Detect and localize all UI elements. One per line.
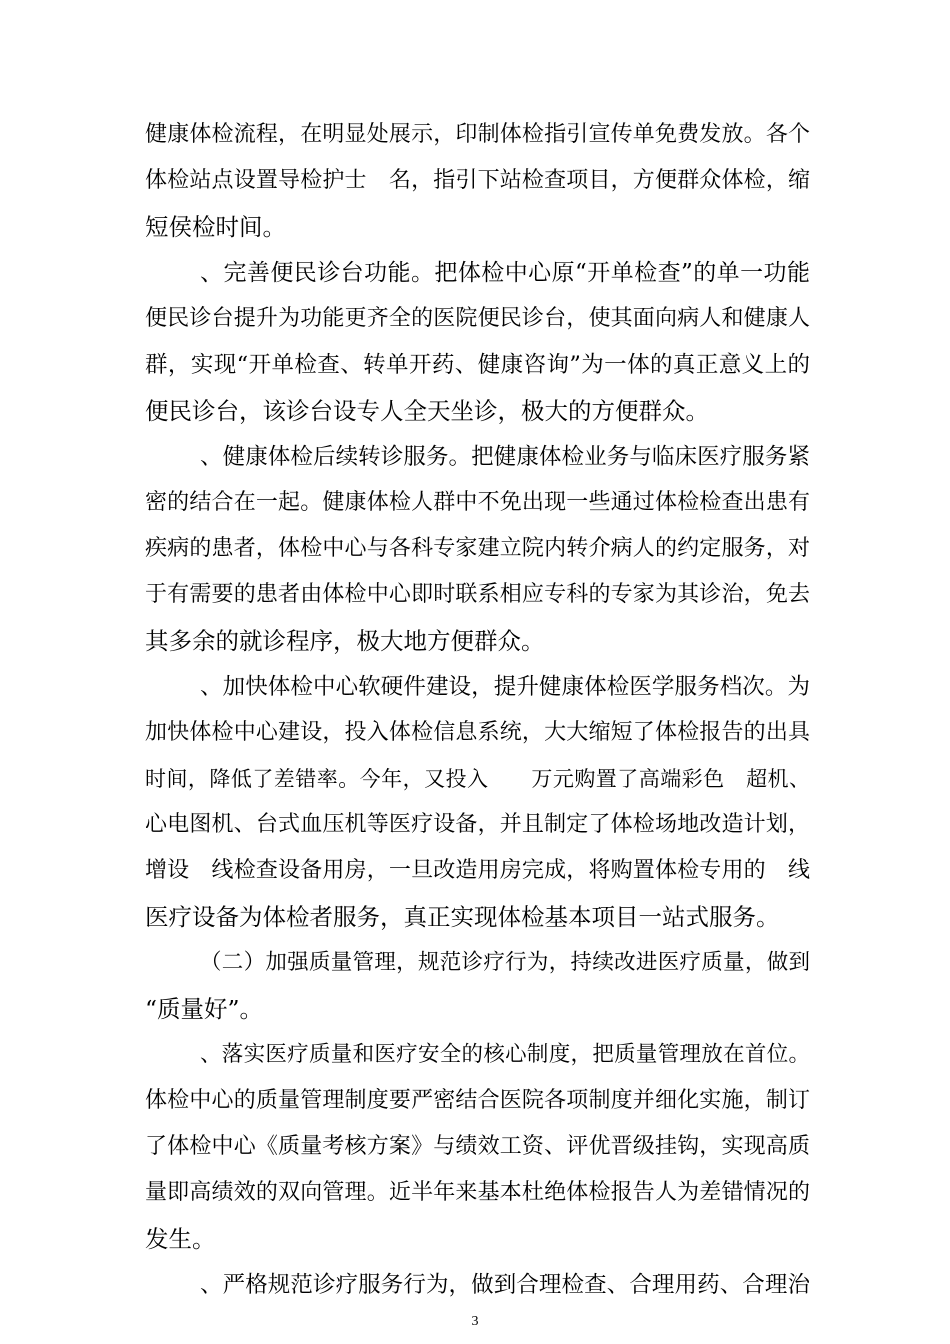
body-text-line: 、落实医疗质量和医疗安全的核心制度，把质量管理放在首位。 <box>200 1042 810 1067</box>
body-text-line: 健康体检流程，在明显处展示，印制体检指引宣传单免费发放。各个 <box>145 122 810 147</box>
body-text-line: 体检中心的质量管理制度要严密结合医院各项制度并细化实施，制订 <box>145 1088 810 1113</box>
body-text-line: 于有需要的患者由体检中心即时联系相应专科的专家为其诊治，免去 <box>145 582 810 607</box>
body-text-line: 了体检中心《质量考核方案》与绩效工资、评优晋级挂钩，实现高质 <box>145 1134 810 1159</box>
body-text-line: 心电图机、台式血压机等医疗设备，并且制定了体检场地改造计划， <box>145 812 810 837</box>
body-text-line: 体检站点设置导检护士 名，指引下站检查项目，方便群众体检，缩 <box>145 168 810 193</box>
body-text-line: 便民诊台，该诊台设专人全天坐诊，极大的方便群众。 <box>145 397 709 425</box>
body-text-line: 、完善便民诊台功能。把体检中心原“开单检查”的单一功能 <box>200 260 810 286</box>
section-heading-line: （二）加强质量管理，规范诊疗行为，持续改进医疗质量，做到 <box>200 950 810 975</box>
body-text-line: 便民诊台提升为功能更齐全的医院便民诊台，使其面向病人和健康人 <box>145 306 810 331</box>
body-text-line: 群，实现“开单检查、转单开药、健康咨询”为一体的真正意义上的 <box>145 352 810 378</box>
page-number: 3 <box>471 1314 479 1329</box>
body-text-line: 短侯检时间。 <box>145 213 286 241</box>
body-text-line: 、健康体检后续转诊服务。把健康体检业务与临床医疗服务紧 <box>200 444 810 470</box>
body-text-line: 加快体检中心建设，投入体检信息系统，大大缩短了体检报告的出具 <box>145 720 810 745</box>
section-heading-line: “质量好”。 <box>145 995 264 1023</box>
body-text-line: 时间，降低了差错率。今年，又投入 万元购置了高端彩色 超机、 <box>145 767 810 791</box>
body-text-line: 、加快体检中心软硬件建设，提升健康体检医学服务档次。为 <box>200 674 810 700</box>
body-text-line: 量即高绩效的双向管理。近半年来基本杜绝体检报告人为差错情况的 <box>145 1180 810 1205</box>
body-text-line: 疾病的患者，体检中心与各科专家建立院内转介病人的约定服务，对 <box>145 536 810 561</box>
body-text-line: 其多余的就诊程序，极大地方便群众。 <box>145 627 545 655</box>
body-text-line: 医疗设备为体检者服务，真正实现体检基本项目一站式服务。 <box>145 903 780 931</box>
body-text-line: 增设 线检查设备用房，一旦改造用房完成，将购置体检专用的 线 <box>145 858 810 883</box>
body-text-line: 、严格规范诊疗服务行为，做到合理检查、合理用药、合理治 <box>200 1272 810 1298</box>
body-text-line: 发生。 <box>145 1225 216 1253</box>
body-text-line: 密的结合在一起。健康体检人群中不免出现一些通过体检检查出患有 <box>145 490 810 515</box>
